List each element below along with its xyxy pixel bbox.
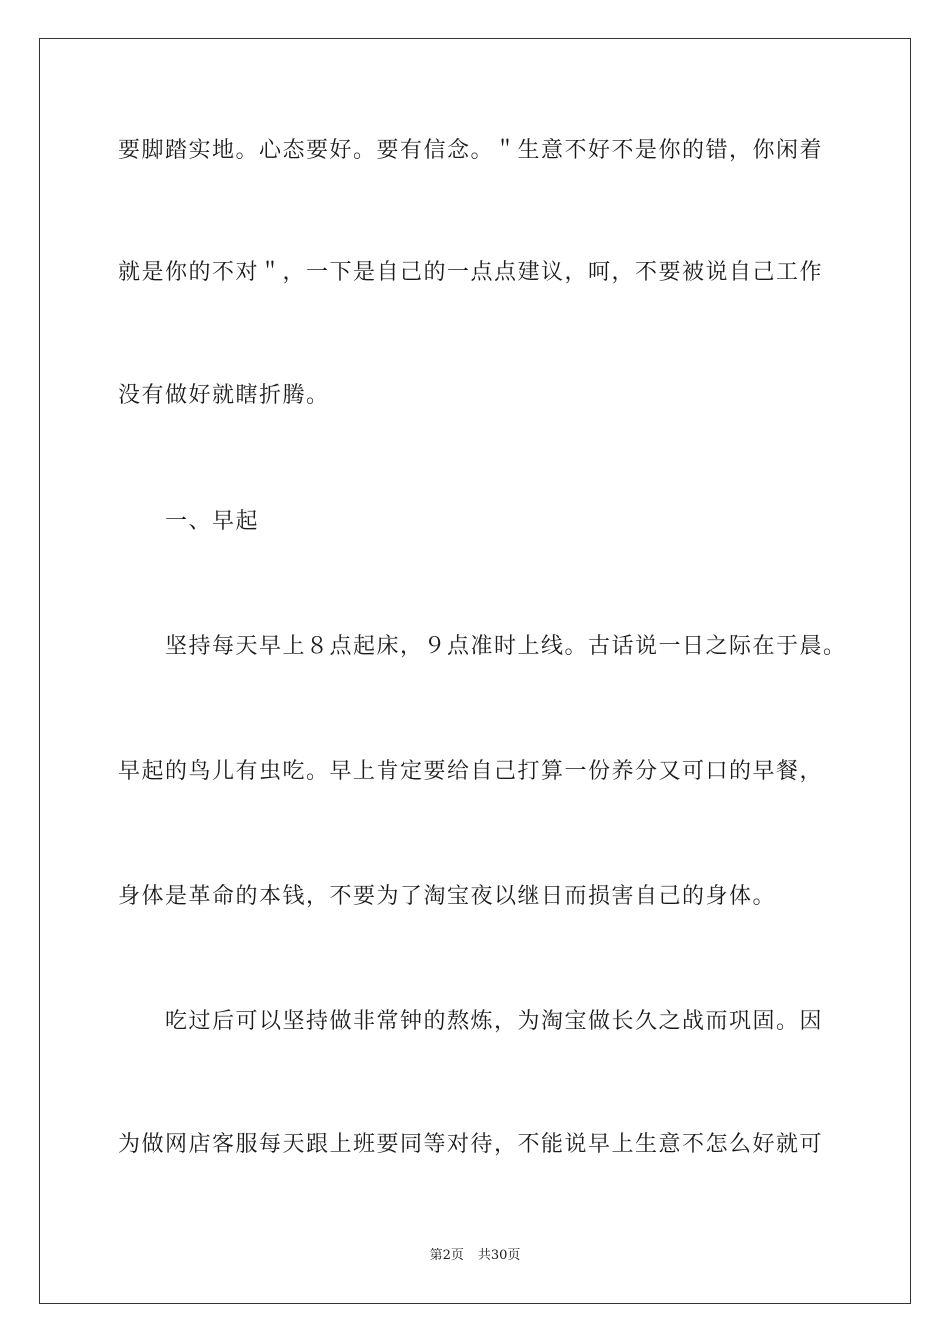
paragraph-3-line-1: 吃过后可以坚持做非常钟的熬炼，为淘宝做长久之战而巩固。因: [165, 1009, 824, 1034]
page-number: 第2页: [429, 1248, 464, 1263]
paragraph-1-line-2: 就是你的不对＂，一下是自己的一点点建议，呵，不要被说自己工作: [118, 260, 824, 285]
paragraph-1-line-3: 没有做好就瞎折腾。: [118, 383, 330, 408]
page-border: [39, 38, 911, 1304]
paragraph-1-line-1: 要脚踏实地。心态要好。要有信念。＂生意不好不是你的错，你闲着: [118, 138, 824, 163]
section-heading: 一、早起: [165, 509, 260, 534]
paragraph-2-line-3: 身体是革命的本钱，不要为了淘宝夜以继日而损害自己的身体。: [118, 884, 777, 909]
paragraph-2-line-2: 早起的鸟儿有虫吃。早上肯定要给自己打算一份养分又可口的早餐，: [118, 759, 824, 784]
paragraph-3-line-2: 为做网店客服每天跟上班要同等对待，不能说早上生意不怎么好就可: [118, 1132, 824, 1157]
paragraph-2-line-1: 坚持每天早上８点起床，９点准时上线。古话说一日之际在于晨。: [165, 634, 847, 659]
page-footer: [0, 1247, 950, 1265]
total-pages: 共30页: [477, 1248, 521, 1263]
